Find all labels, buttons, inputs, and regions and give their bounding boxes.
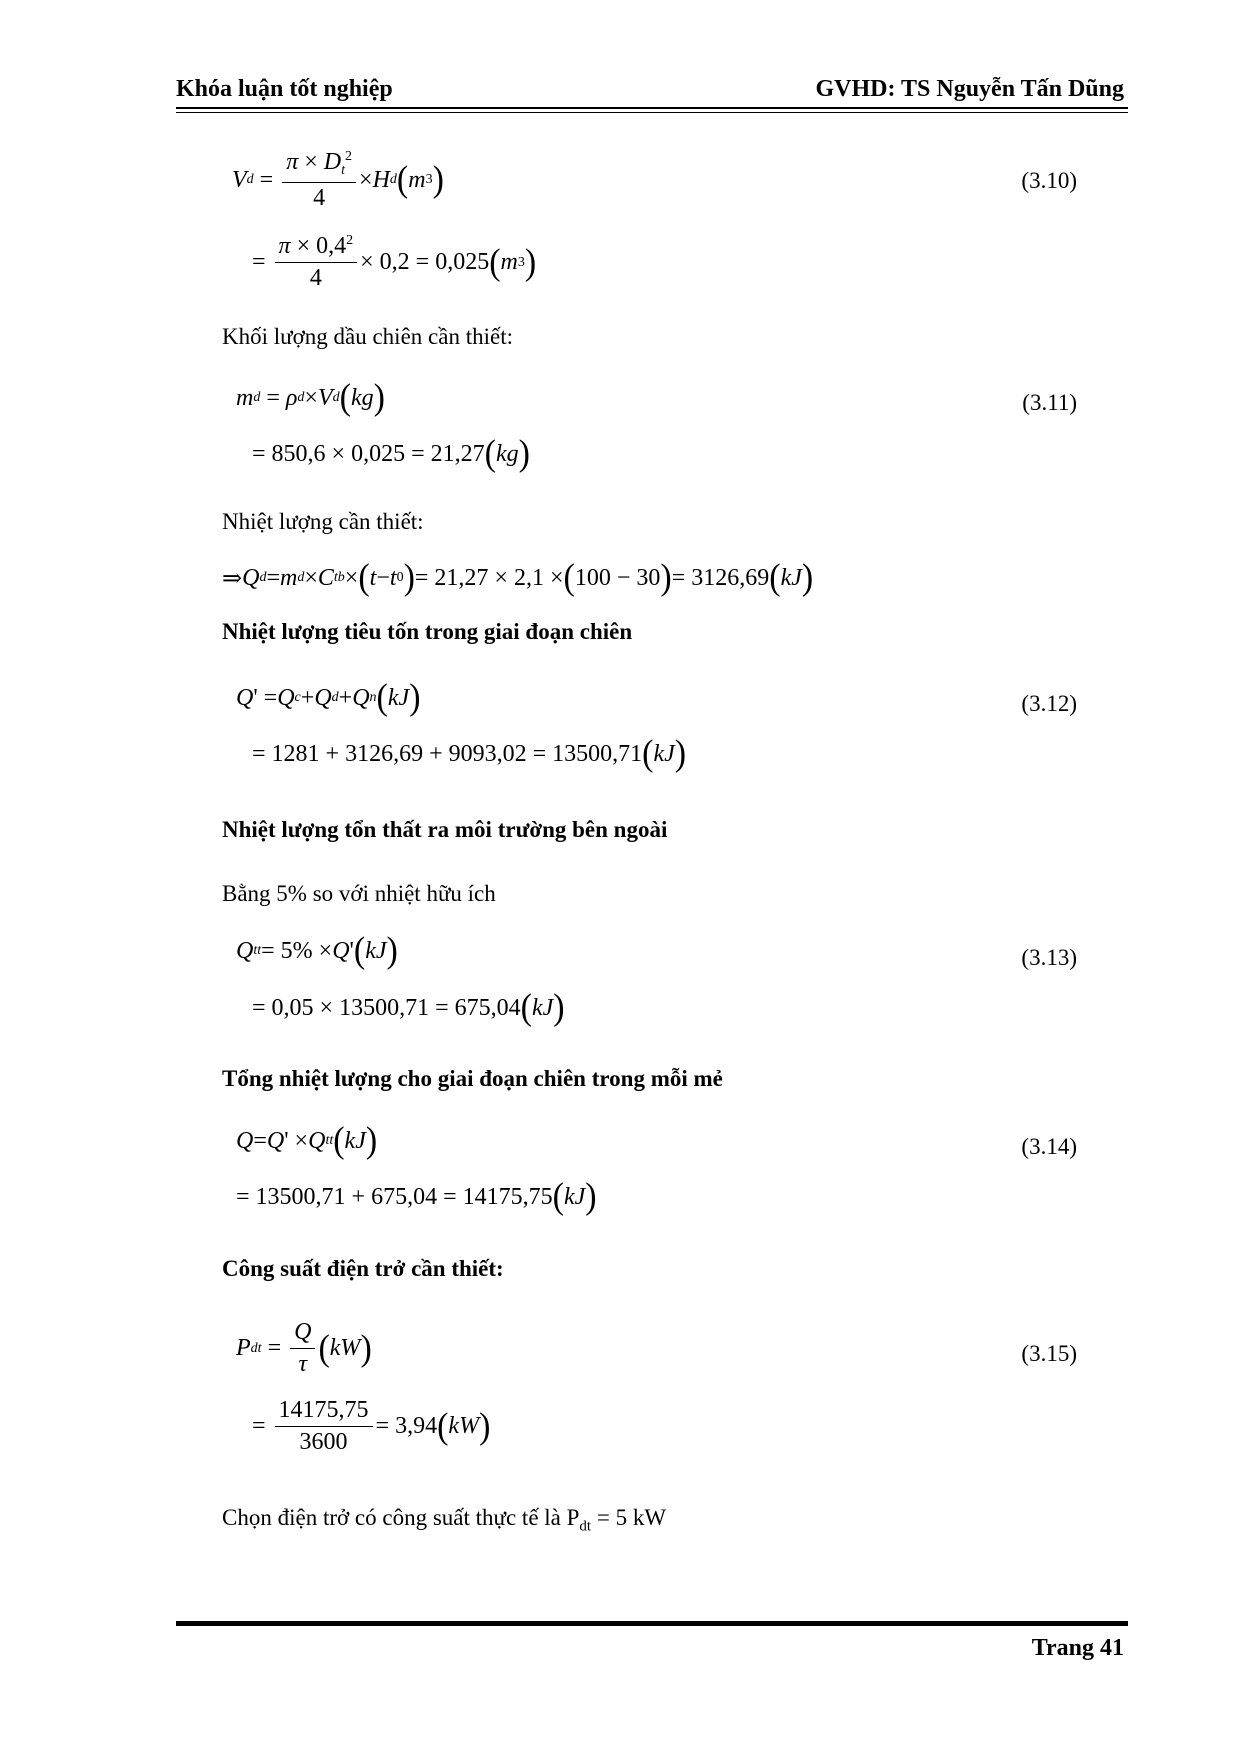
equation-3-12: Q ' = Q c + Q d + Q n ( kJ ) <box>236 677 421 718</box>
heading-heat-frying: Nhiệt lượng tiêu tốn trong giai đoạn chiên <box>222 619 633 644</box>
text-oil-mass: Khối lượng dầu chiên cần thiết: <box>222 324 513 349</box>
choose-subscript: dt <box>579 1518 592 1535</box>
equation-number: (3.15) <box>1021 1341 1077 1366</box>
equation-3-13: Q tt = 5% × Q ' ( kJ ) <box>236 930 398 971</box>
header-rule <box>176 107 1128 109</box>
equation-3-10: V d = $\frac{\pi \times D_t^2}{4}$ × H d ( m 3 ) <box>232 149 444 211</box>
heading-total-heat: Tổng nhiệt lượng cho giai đoạn chiên trong mỗi mẻ <box>222 1066 723 1091</box>
equation-oil-heat: ⇒ Q d = m d × C tb × ( t − t 0 ) = 21,27 × 2,1 × ( 100 − 30 ) = 3126,69 ( kJ ) <box>222 557 814 598</box>
text-five-percent: Bằng 5% so với nhiệt hữu ích <box>222 881 496 906</box>
equation-3-13-result: = 0,05 × 13500,71 = 675,04 ( kJ ) <box>252 987 565 1028</box>
heading-power: Công suất điện trở cần thiết: <box>222 1256 504 1281</box>
equation-number: (3.12) <box>1021 691 1077 716</box>
equation-3-14-result: = 13500,71 + 675,04 = 14175,75 ( kJ ) <box>236 1176 597 1217</box>
equation-number: (3.13) <box>1021 945 1077 970</box>
equation-3-14: Q = Q ' × Q tt ( kJ ) <box>236 1120 378 1161</box>
footer-rule <box>176 1621 1128 1626</box>
equation-number: (3.14) <box>1021 1134 1077 1159</box>
header-rule-thin <box>176 112 1128 113</box>
equation-3-12-result: = 1281 + 3126,69 + 9093,02 = 13500,71 ( kJ ) <box>252 733 687 774</box>
heading-heat-loss: Nhiệt lượng tổn thất ra môi trường bên ngoài <box>222 817 668 842</box>
equation-number: (3.11) <box>1022 390 1077 415</box>
equation-3-11-result: = 850,6 × 0,025 = 21,27 ( kg ) <box>252 433 530 474</box>
page-number: Trang 41 <box>1031 1635 1124 1661</box>
header-left: Khóa luận tốt nghiệp <box>176 76 393 102</box>
equation-3-15: P dt = $\frac{Q}{\tau}$ ( kW ) <box>236 1319 372 1378</box>
choose-suffix: = 5 kW <box>591 1505 667 1530</box>
equation-3-10-result: = $\frac{\pi \times 0,4^2}{4}$ × 0,2 = 0,025 ( m 3 ) <box>252 233 537 292</box>
header-right: GVHD: TS Nguyễn Tấn Dũng <box>815 76 1124 102</box>
equation-3-11: m d = ρ d × V d ( kg ) <box>236 377 385 418</box>
text-choose-resistor <box>222 1505 666 1536</box>
text-heat-needed: Nhiệt lượng cần thiết: <box>222 509 424 534</box>
choose-prefix: Chọn điện trở có công suất thực tế là P <box>222 1505 580 1530</box>
equation-3-15-result: = $\frac{14175,75}{3600}$ = 3,94 ( kW ) <box>252 1397 491 1456</box>
equation-number: (3.10) <box>1021 168 1077 193</box>
